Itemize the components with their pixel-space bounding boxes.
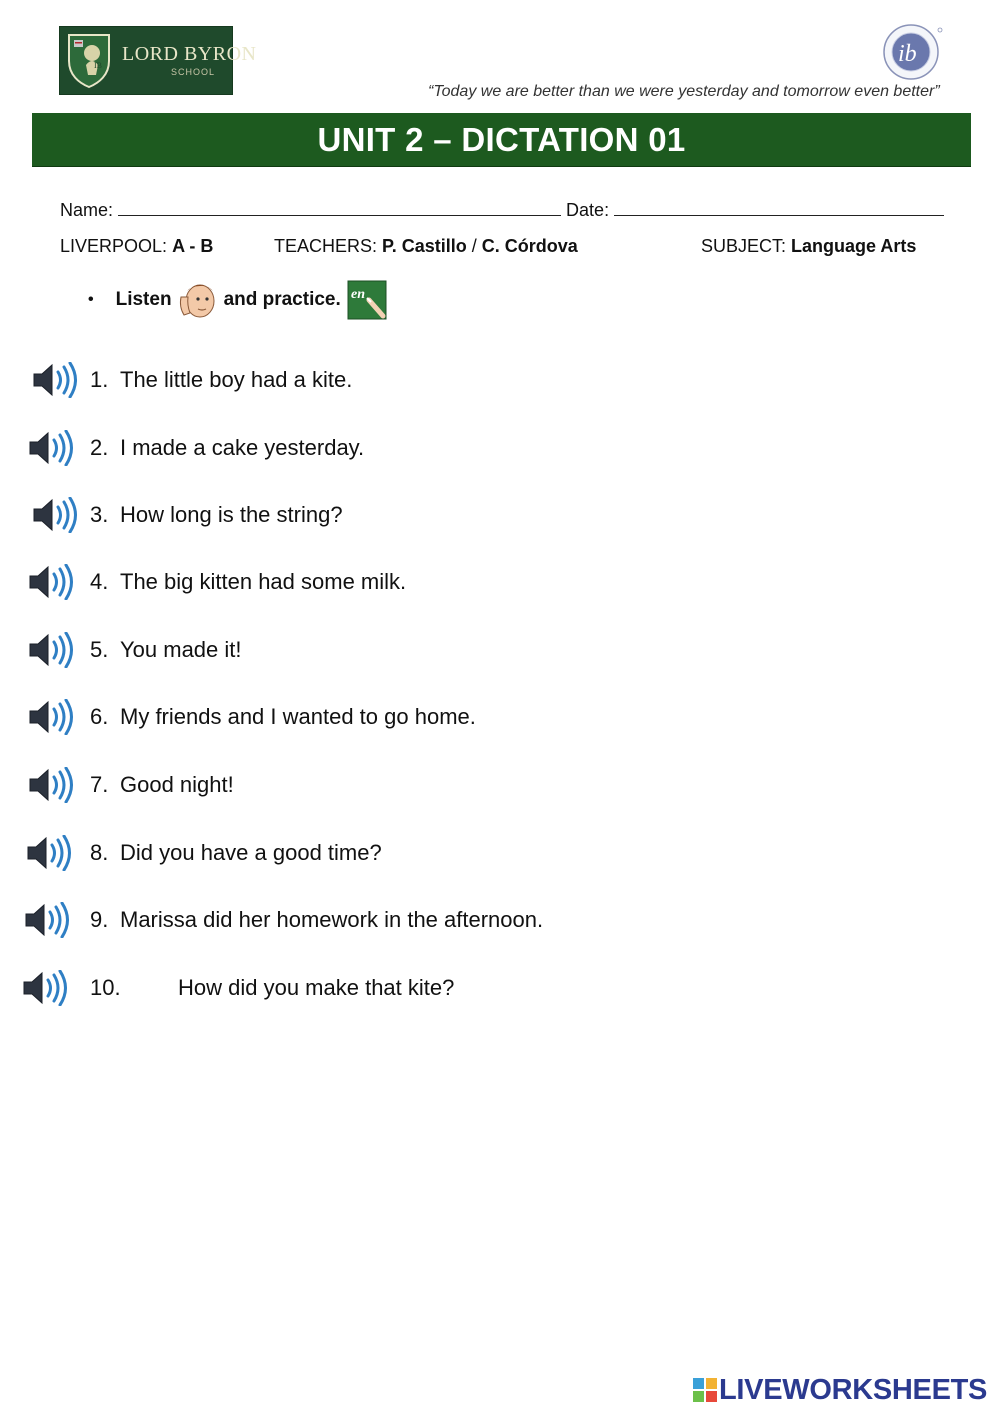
- speaker-icon[interactable]: [28, 632, 80, 668]
- speaker-icon[interactable]: [22, 970, 74, 1006]
- name-field[interactable]: [118, 199, 561, 216]
- class-info: [60, 236, 213, 257]
- item-sentence: Did you have a good time?: [120, 840, 382, 865]
- school-logo: [59, 26, 257, 95]
- teachers-info: [274, 236, 578, 257]
- instruction: [88, 279, 387, 321]
- speaker-icon[interactable]: [24, 902, 76, 938]
- item-sentence: Good night!: [120, 772, 234, 797]
- subject-value: Language Arts: [791, 236, 917, 256]
- writing-board-icon: [347, 280, 387, 320]
- svg-text:en: en: [350, 287, 365, 302]
- bullet: •: [88, 291, 94, 308]
- svg-text:IB: IB: [94, 61, 102, 70]
- item-sentence: The little boy had a kite.: [120, 367, 353, 392]
- speaker-icon[interactable]: [28, 699, 80, 735]
- item-sentence: You made it!: [120, 637, 242, 662]
- list-item: [0, 697, 900, 737]
- class-value: A - B: [172, 236, 214, 256]
- speaker-icon[interactable]: [28, 430, 80, 466]
- item-sentence: How long is the string?: [120, 502, 343, 527]
- list-item: [0, 765, 900, 805]
- liveworksheets-logo: [693, 1374, 987, 1406]
- item-sentence: I made a cake yesterday.: [120, 435, 365, 460]
- teacher-1: P. Castillo: [382, 236, 467, 256]
- item-number: 5.: [90, 637, 109, 662]
- liveworksheets-mark-icon: [693, 1378, 717, 1402]
- svg-text:ib: ib: [898, 41, 917, 67]
- page-title: UNIT 2 – DICTATION 01: [317, 121, 686, 158]
- item-sentence: Marissa did her homework in the afternoon.: [120, 907, 544, 932]
- item-number: 1.: [90, 367, 109, 392]
- title-bar: [32, 113, 971, 167]
- name-label: Name:: [60, 200, 114, 220]
- teacher-2: C. Córdova: [481, 236, 578, 256]
- list-item: [0, 495, 900, 535]
- school-motto: “Today we are better than we were yesterday and tomorrow even better”: [428, 83, 940, 100]
- school-name: LORD BYRON: [122, 43, 257, 65]
- item-number: 2.: [90, 435, 109, 460]
- school-sub: SCHOOL: [171, 67, 216, 77]
- subject-info: [701, 236, 916, 257]
- item-number: 6.: [90, 704, 109, 729]
- list-item: [0, 900, 900, 940]
- brand-name: LIVEWORKSHEETS: [719, 1373, 988, 1406]
- date-field[interactable]: [614, 199, 944, 216]
- speaker-icon[interactable]: [32, 362, 84, 398]
- class-label: LIVERPOOL:: [60, 236, 168, 256]
- teacher-separator: /: [471, 236, 477, 256]
- name-date-row: [60, 199, 944, 221]
- practice-label: and practice.: [223, 289, 341, 310]
- item-number: 4.: [90, 569, 109, 594]
- listen-label: Listen: [115, 289, 172, 310]
- list-item: [0, 360, 900, 400]
- item-sentence: The big kitten had some milk.: [120, 569, 407, 594]
- item-number: 3.: [90, 502, 109, 527]
- subject-label: SUBJECT:: [701, 236, 787, 256]
- listening-ear-icon: [178, 279, 218, 321]
- item-sentence: How did you make that kite?: [178, 975, 455, 1000]
- date-label: Date:: [566, 200, 610, 220]
- list-item: [0, 968, 900, 1008]
- item-number: 8.: [90, 840, 109, 865]
- item-number: 9.: [90, 907, 109, 932]
- speaker-icon[interactable]: [28, 564, 80, 600]
- ib-logo-icon: [880, 24, 944, 82]
- list-item: [0, 630, 900, 670]
- item-number: 10.: [90, 975, 121, 1000]
- list-item: [0, 833, 900, 873]
- item-number: 7.: [90, 772, 109, 797]
- list-item: [0, 428, 900, 468]
- list-item: [0, 562, 900, 602]
- speaker-icon[interactable]: [32, 497, 84, 533]
- speaker-icon[interactable]: [28, 767, 80, 803]
- teachers-label: TEACHERS:: [274, 236, 378, 256]
- item-sentence: My friends and I wanted to go home.: [120, 704, 476, 729]
- shield-icon: [66, 31, 112, 89]
- speaker-icon[interactable]: [26, 835, 78, 871]
